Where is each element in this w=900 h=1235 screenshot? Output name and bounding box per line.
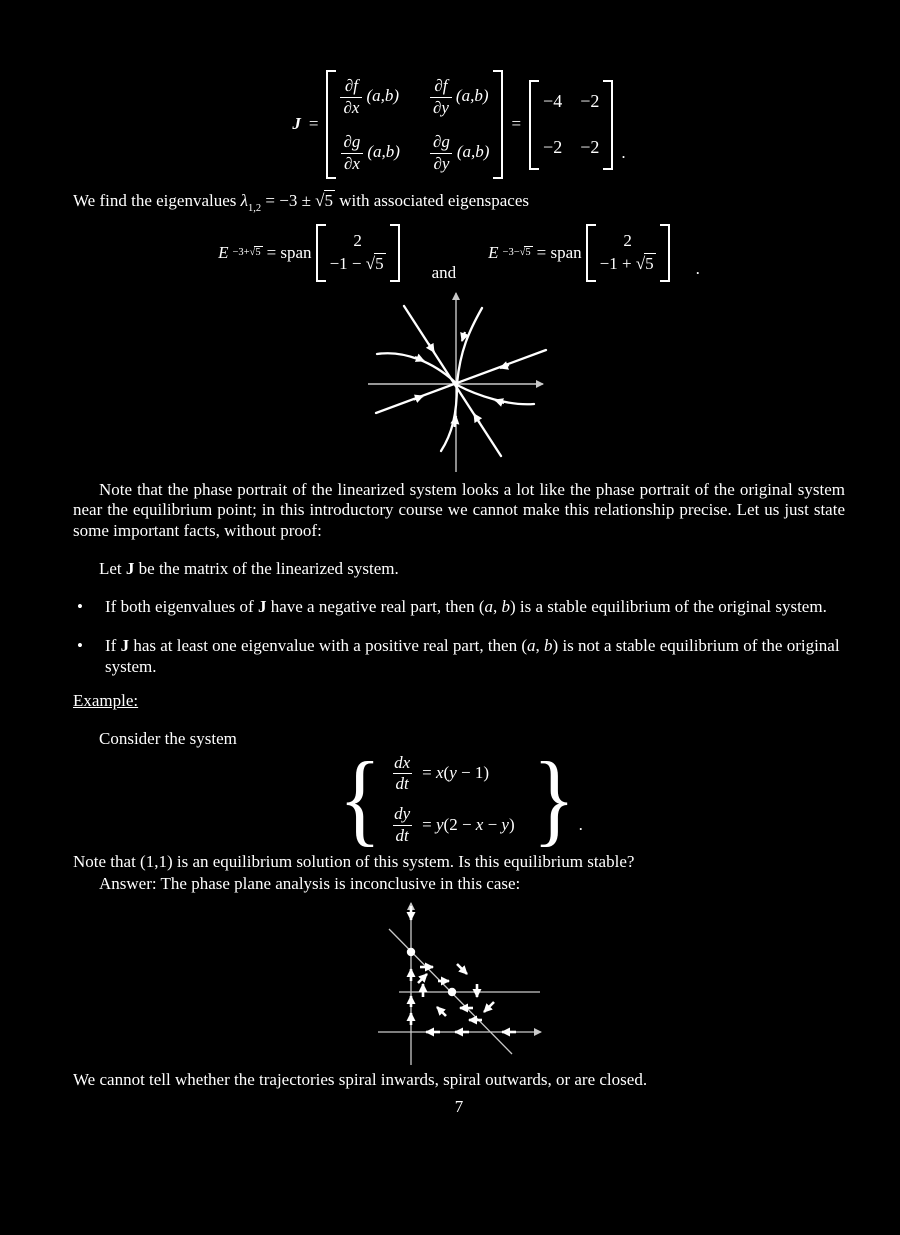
matrix-cell: $\frac{\partial g}{\partial x}$ (a,b) bbox=[340, 133, 399, 173]
trajectories bbox=[376, 306, 546, 456]
trajectory-curve bbox=[457, 308, 482, 384]
ode-row-2: $\frac{dy}{dt}$ = y(2 − x − y) bbox=[394, 804, 515, 846]
equilibrium-point-1-1 bbox=[448, 988, 456, 996]
equilibrium-point-0-2 bbox=[407, 948, 415, 956]
ode-system-equation bbox=[73, 741, 845, 857]
example-intro: Consider the system bbox=[99, 728, 237, 748]
bullet-marker: • bbox=[77, 636, 83, 656]
matrix-cell: $\frac{\partial f}{\partial x}$ (a,b) bbox=[340, 77, 399, 117]
matrix-entry: −4 bbox=[543, 90, 563, 111]
bullet-text: If both eigenvalues of J have a negative real part, then (a, b) is a stable equilibrium of the original system. bbox=[105, 596, 827, 616]
jacobian-equation bbox=[73, 70, 845, 179]
matrix-entry: −2 bbox=[543, 136, 563, 157]
flow-arrowheads bbox=[414, 332, 509, 427]
jacobian-symbol: J bbox=[292, 114, 301, 134]
phase-portrait-stable-node bbox=[364, 284, 554, 474]
nullclines-and-axes bbox=[378, 903, 541, 1065]
arrow-toward-origin bbox=[474, 414, 479, 422]
arrow-toward-origin bbox=[414, 396, 423, 400]
direction-field-arrows bbox=[411, 906, 516, 1032]
bullet-item-1 bbox=[73, 597, 845, 618]
eigenspace-equations bbox=[73, 224, 845, 281]
period: . bbox=[578, 814, 583, 834]
eigenspace-2: E −3−√5 = span 2 −1 + √5 bbox=[488, 224, 670, 281]
bullet-text: If J has at least one eigenvalue with a positive real part, then (a, b) is not a stable equilibrium of the original system. bbox=[105, 636, 840, 677]
lambda-symbol: λ bbox=[240, 191, 249, 211]
arrow-toward-origin bbox=[462, 332, 465, 341]
example-heading: Example: bbox=[73, 690, 139, 710]
note-paragraph: Note that the phase portrait of the linearized system looks a lot like the phase portrait of the original system near the equilibrium point; in this introductory course we cannot make this relationship precise. Let us just state some important facts, without proof: bbox=[73, 479, 845, 541]
answer-sentence: Answer: The phase plane analysis is inconclusive in this case: bbox=[99, 873, 521, 893]
equals-sign: = bbox=[511, 114, 522, 134]
left-brace: { bbox=[338, 741, 382, 857]
period: . bbox=[621, 142, 626, 162]
flow-arrow-up-right bbox=[418, 974, 427, 983]
arrow-toward-origin bbox=[429, 343, 434, 351]
matrix-cell: $\frac{\partial f}{\partial y}$ (a,b) bbox=[430, 77, 489, 117]
eigenvector-2: 2 −1 + √5 bbox=[586, 224, 670, 281]
page-number: 7 bbox=[454, 1097, 464, 1117]
jacobian-numeric-matrix bbox=[529, 80, 613, 170]
arrow-toward-origin bbox=[455, 416, 457, 427]
period: . bbox=[695, 258, 700, 278]
matrix-cell: $\frac{\partial g}{\partial y}$ (a,b) bbox=[430, 133, 489, 173]
matrix-entry: −2 bbox=[580, 90, 600, 111]
figure-phase-plane-nullclines bbox=[73, 895, 845, 1067]
closing-sentence: We cannot tell whether the trajectories spiral inwards, spiral outwards, or are closed. bbox=[73, 1069, 648, 1089]
flow-arrow-down-right bbox=[457, 964, 467, 974]
let-j-sentence: Let J be the matrix of the linearized system. bbox=[99, 558, 399, 578]
equilibrium-question: Note that (1,1) is an equilibrium solution of this system. Is this equilibrium stable? bbox=[73, 852, 635, 872]
eigenvalue-sentence: We find the eigenvalues $\lambda_{1,2} = -3 \pm √5$ with associated eigenspaces bbox=[73, 191, 530, 215]
figure-phase-portrait-node bbox=[73, 284, 845, 474]
sqrt-5: √5 bbox=[315, 191, 333, 211]
ode-row-1: $\frac{dx}{dt}$ = x(y − 1) bbox=[394, 752, 489, 794]
equals-sign: = bbox=[308, 114, 319, 134]
phase-plane-nullcline-diagram bbox=[342, 895, 592, 1067]
jacobian-partial-matrix bbox=[326, 70, 503, 179]
eigenvector-1: 2 −1 − √5 bbox=[316, 224, 400, 281]
matrix-entry: −2 bbox=[580, 136, 600, 157]
right-brace: } bbox=[532, 741, 575, 857]
document-page bbox=[0, 70, 900, 1118]
bullet-item-2 bbox=[73, 636, 845, 677]
flow-arrow-up-left bbox=[437, 1007, 446, 1016]
eigenspace-1: E −3+√5 = span 2 −1 − √5 bbox=[218, 224, 400, 281]
and-conjunction: and bbox=[431, 262, 457, 282]
bullet-marker: • bbox=[77, 596, 83, 616]
flow-arrow-down-left bbox=[484, 1002, 494, 1012]
